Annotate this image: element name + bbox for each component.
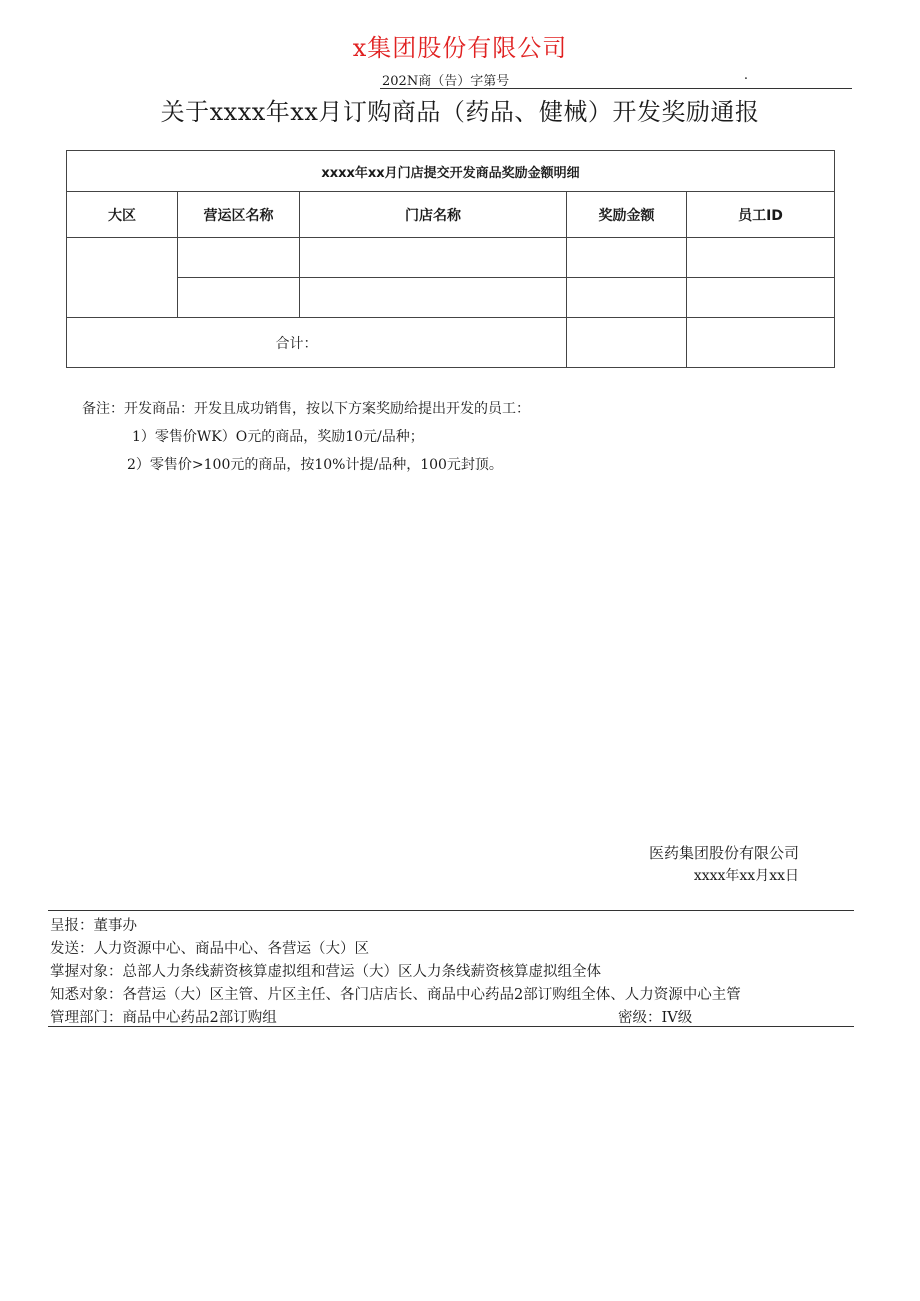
column-header-region: 大区 [67,192,178,238]
table-header-row [67,192,835,238]
total-extra-cell [687,318,835,368]
table-caption: xxxx年xx月门店提交开发商品奖励金额明细 [67,151,835,192]
document-number-row [380,70,852,89]
operating-area-cell [178,238,300,278]
employee-id-cell [687,238,835,278]
column-header-store-name: 门店名称 [300,192,567,238]
operating-area-cell [178,278,300,318]
table-row [67,278,835,318]
remark-line: 备注：开发商品：开发且成功销售，按以下方案奖励给提出开发的员工： [82,401,530,417]
secrecy-level: 密级：IV级 [618,1010,693,1026]
distribution-bottom-rule [48,1026,854,1027]
total-label: 合计： [67,318,567,368]
remark-rule-2: 2）零售价>100元的商品，按10%计提/品种，100元封顶。 [127,457,503,473]
column-header-reward-amount: 奖励金额 [567,192,687,238]
reward-detail-table [66,150,835,368]
grasp-audience-line: 掌握对象：总部人力条线薪资核算虚拟组和营运（大）区人力条线薪资核算虚拟组全体 [50,964,601,980]
aware-audience-line: 知悉对象：各营运（大）区主管、片区主任、各门店店长、商品中心药品2部订购组全体、人力资源中心主管 [50,987,741,1003]
store-name-cell [300,238,567,278]
region-cell [67,238,178,318]
signature-date: xxxx年xx月xx日 [693,868,799,884]
reward-amount-cell [567,238,687,278]
column-header-employee-id: 员工ID [687,192,835,238]
signature-company: 医药集团股份有限公司 [648,844,799,862]
column-header-operating-area: 营运区名称 [178,192,300,238]
remark-rule-1: 1）零售价WK）O元的商品，奖励10元/品种； [132,429,424,445]
report-to-line: 呈报：董事办 [50,918,137,934]
managing-department-line: 管理部门：商品中心药品2部订购组 [50,1010,277,1026]
store-name-cell [300,278,567,318]
reward-amount-cell [567,278,687,318]
document-number-dot: . [743,68,748,83]
document-number: 202N商（告）字第号 [382,74,510,89]
send-to-line: 发送：人力资源中心、商品中心、各营运（大）区 [50,941,369,957]
distribution-top-rule [48,910,854,911]
total-row [67,318,835,368]
company-name: x集团股份有限公司 [352,34,568,62]
employee-id-cell [687,278,835,318]
table-row [67,238,835,278]
document-title: 关于xxxx年xx月订购商品（药品、健械）开发奖励通报 [160,98,760,126]
total-amount-cell [567,318,687,368]
